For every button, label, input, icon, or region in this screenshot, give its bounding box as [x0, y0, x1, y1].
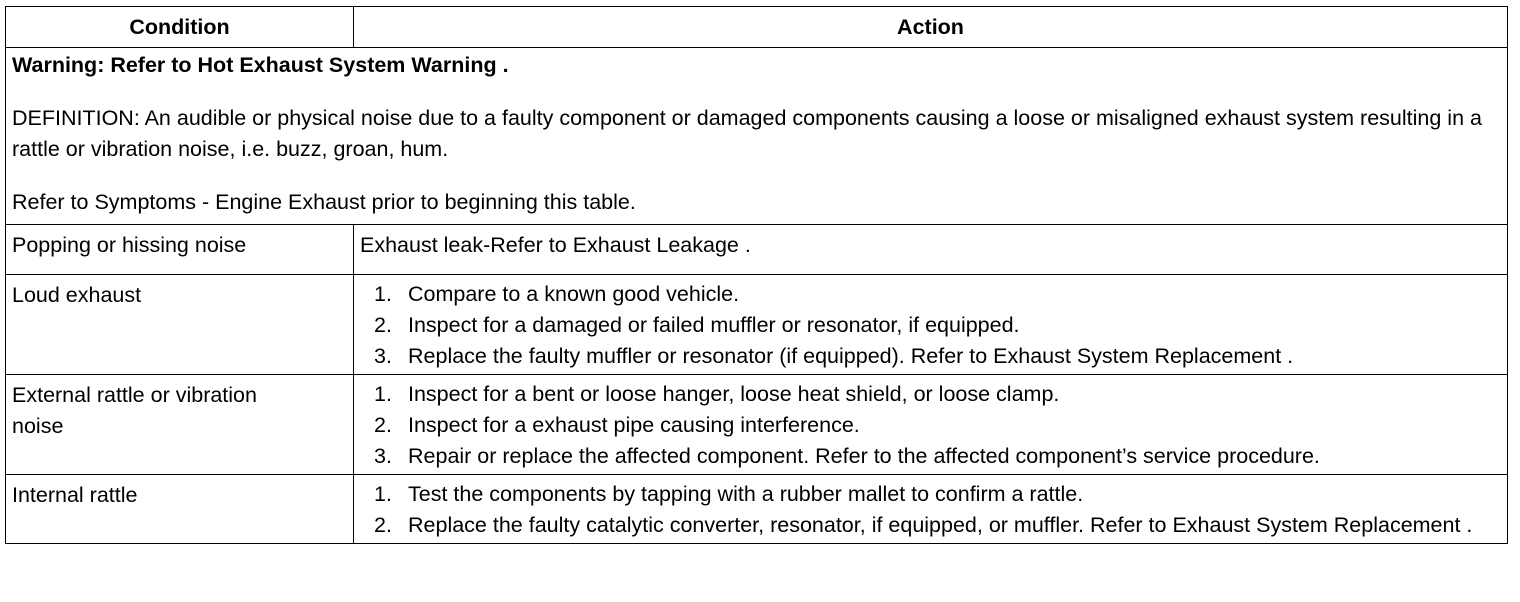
step-number: 2. [374, 513, 392, 537]
action-cell [354, 375, 1508, 475]
condition-text: External rattle or vibration noise [12, 383, 257, 438]
step-number: 1. [374, 382, 392, 406]
step-text: Inspect for a exhaust pipe causing interference. [408, 413, 860, 437]
condition-cell: Popping or hissing noise [6, 225, 354, 275]
step-text: Replace the faulty catalytic converter, resonator, if equipped, or muffler. Refer to Exhaust System Replacement . [408, 513, 1473, 537]
list-item [360, 341, 1501, 372]
list-item [360, 410, 1501, 441]
step-text: Inspect for a damaged or failed muffler or resonator, if equipped. [408, 313, 1020, 337]
step-number: 1. [374, 282, 392, 306]
action-cell [354, 275, 1508, 375]
header-row [6, 7, 1508, 48]
step-text: Replace the faulty muffler or resonator (if equipped). Refer to Exhaust System Replacement . [408, 344, 1294, 368]
condition-header: Condition [6, 7, 354, 48]
step-text: Compare to a known good vehicle. [408, 282, 740, 306]
condition-cell [6, 375, 354, 475]
step-number: 2. [374, 413, 392, 437]
definition-text: DEFINITION: An audible or physical noise due to a faulty component or damaged components causing a loose or misaligned exhaust system resulting in a rattle or vibration noise, i.e. buzz, groan, hum. [12, 106, 1482, 161]
refer-text: Refer to Symptoms - Engine Exhaust prior to beginning this table. [12, 190, 636, 214]
step-list [360, 479, 1501, 541]
step-text: Repair or replace the affected component. Refer to the affected component’s service procedure. [408, 444, 1320, 468]
step-list [360, 379, 1501, 472]
table-row [6, 375, 1508, 475]
table-row [6, 475, 1508, 544]
list-item [360, 379, 1501, 410]
intro-row [6, 48, 1508, 225]
warning-text: Warning: Refer to Hot Exhaust System Warning . [12, 53, 509, 77]
step-number: 1. [374, 482, 392, 506]
table-row [6, 275, 1508, 375]
list-item [360, 510, 1501, 541]
table-row [6, 225, 1508, 275]
step-list [360, 279, 1501, 372]
diagnostic-table [5, 6, 1508, 544]
list-item [360, 279, 1501, 310]
list-item [360, 479, 1501, 510]
list-item [360, 441, 1501, 472]
list-item [360, 310, 1501, 341]
step-text: Test the components by tapping with a rubber mallet to confirm a rattle. [408, 482, 1084, 506]
step-number: 2. [374, 313, 392, 337]
step-number: 3. [374, 344, 392, 368]
action-cell: Exhaust leak-Refer to Exhaust Leakage . [354, 225, 1508, 275]
action-header: Action [354, 7, 1508, 48]
condition-cell: Loud exhaust [6, 275, 354, 375]
step-text: Inspect for a bent or loose hanger, loose heat shield, or loose clamp. [408, 382, 1060, 406]
intro-cell [6, 48, 1508, 225]
condition-cell: Internal rattle [6, 475, 354, 544]
action-cell [354, 475, 1508, 544]
step-number: 3. [374, 444, 392, 468]
